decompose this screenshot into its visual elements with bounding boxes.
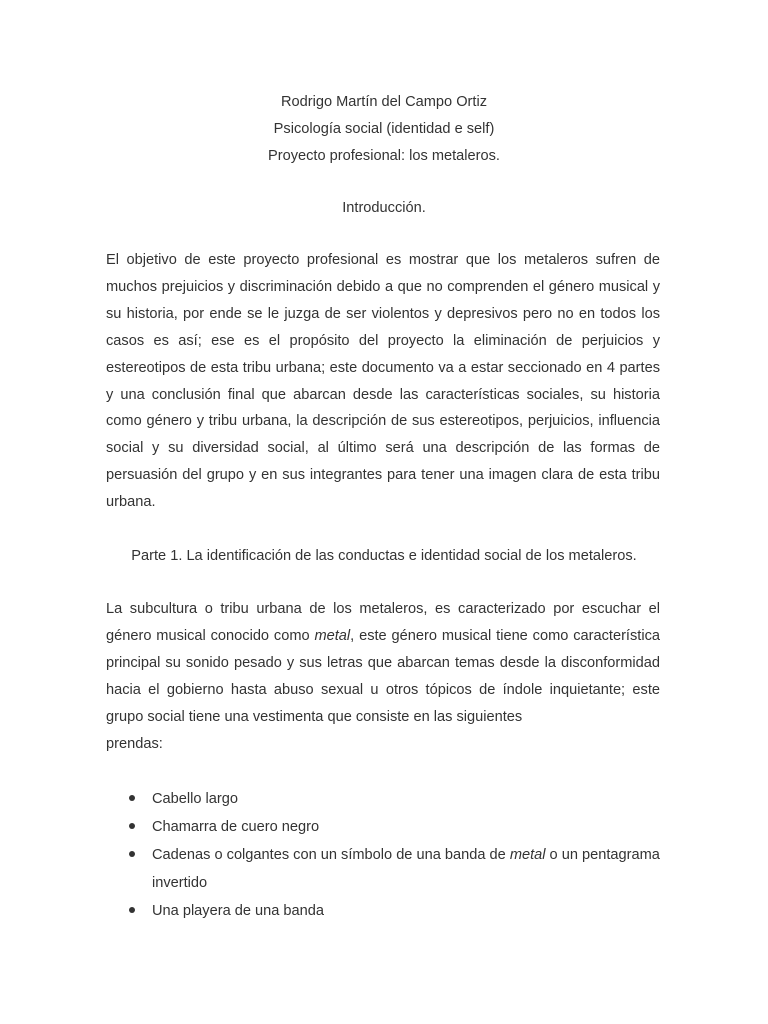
list-item-text: Cabello largo (152, 791, 238, 807)
introduction-heading: Introducción. (342, 200, 426, 216)
project-title: Proyecto profesional: los metaleros. (268, 148, 500, 164)
bullet-icon (129, 907, 135, 913)
part1-paragraph-last-line: prendas: (106, 735, 163, 752)
list-item (106, 841, 660, 897)
bullet-icon (129, 851, 135, 857)
list-item (106, 813, 660, 841)
clothing-list (106, 785, 660, 925)
author-name: Rodrigo Martín del Campo Ortiz (280, 94, 487, 110)
course-name: Psicología social (identidad e self) (273, 121, 495, 137)
part1-heading: Parte 1. La identificación de las conductas e identidad social de los metaleros. (131, 548, 637, 564)
list-item (106, 785, 660, 813)
list-item-text: Una playera de una banda (152, 903, 325, 919)
list-item (106, 897, 660, 925)
metal-italic-term: metal (314, 627, 351, 644)
metal-italic-term: metal (509, 847, 546, 863)
bullet-icon (129, 823, 135, 829)
part1-paragraph-text-start: La subcultura o tribu urbana de los metaleros, es caracterizado por escuchar el género musical conocido como (106, 601, 660, 644)
document-header (0, 89, 768, 170)
list-item-text: Chamarra de cuero negro (152, 819, 320, 835)
list-item-text-end: o un pentagrama invertido (152, 847, 660, 891)
bullet-icon (129, 795, 135, 801)
part1-paragraph-text-end: , este género musical tiene como característica principal su sonido pesado y sus letras que abarcan temas desde la disconformidad hacia el gobierno hasta abuso sexual u otros tópicos de índole inquietante; este grupo social tiene una vestimenta que consiste en las siguientes (106, 627, 660, 725)
part1-paragraph (106, 596, 660, 757)
introduction-paragraph: El objetivo de este proyecto profesional es mostrar que los metaleros sufren de muchos prejuicios y discriminación debido a que no comprenden el género musical y su historia, por ende se le juzga de ser violentos y depresivos pero no en todos los casos es así; ese es el propósito del proyecto la eliminación de perjuicios y estereotipos de esta tribu urbana; este documento va a estar seccionado en 4 partes y una conclusión final que abarcan desde las características sociales, su historia como género y tribu urbana, la descripción de sus estereotipos, perjuicios, influencia social y su diversidad social, al último será una descripción de las formas de persuasión del grupo y en sus integrantes para tener una imagen clara de esta tribu urbana. (106, 252, 660, 511)
list-item-text-start: Cadenas o colgantes con un símbolo de una banda de (152, 847, 510, 863)
